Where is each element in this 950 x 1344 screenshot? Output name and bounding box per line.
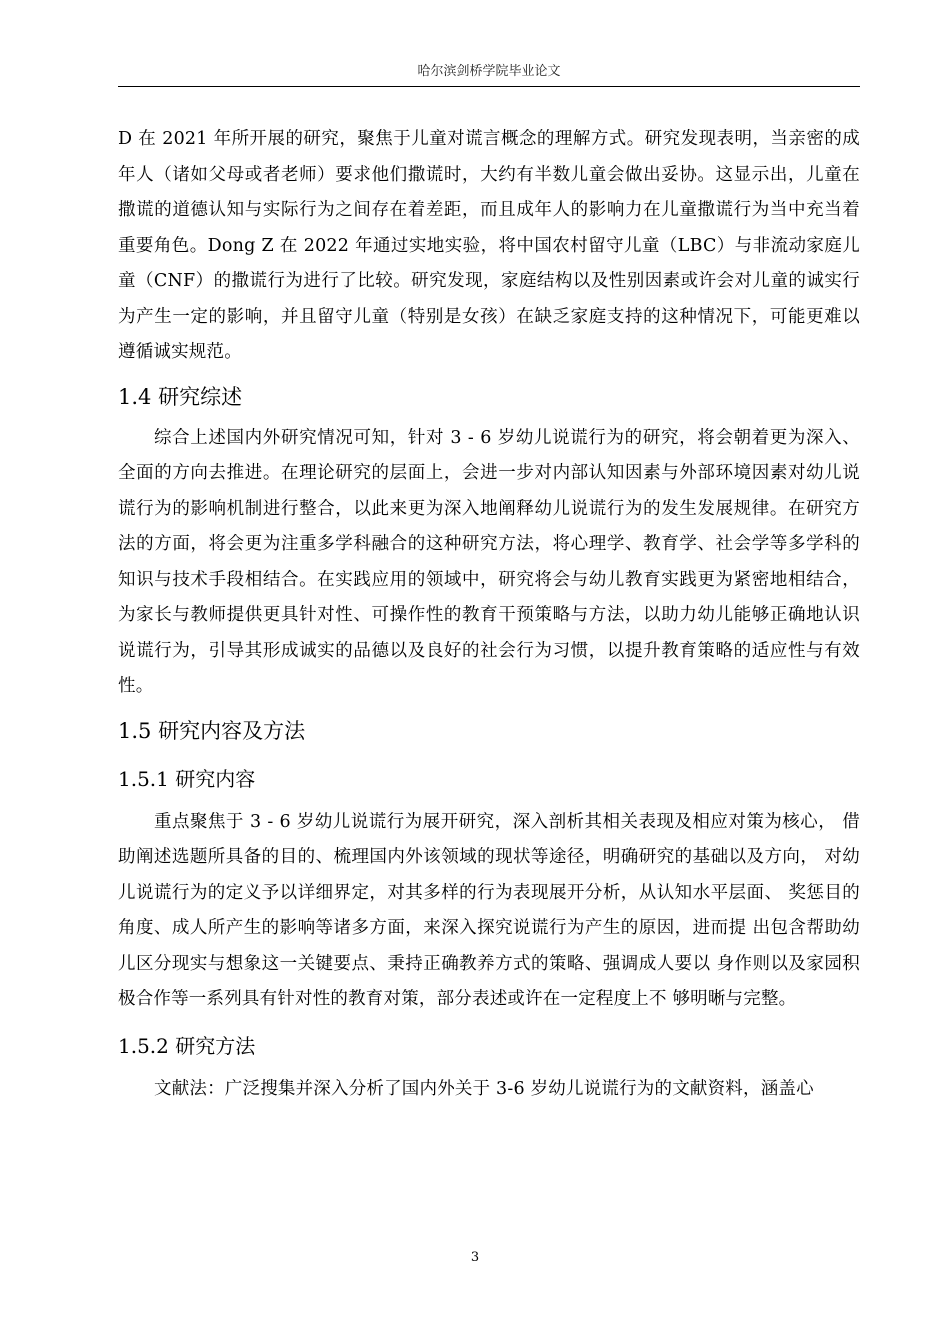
page-number: 3	[470, 1250, 480, 1265]
heading-1-4: 1.4 研究综述	[118, 384, 243, 409]
heading-1-5-2: 1.5.2 研究方法	[118, 1033, 256, 1058]
heading-1-5: 1.5 研究内容及方法	[118, 718, 306, 743]
header-rule	[118, 86, 860, 87]
paragraph-4: 文献法：广泛搜集并深入分析了国内外关于 3-6 岁幼儿说谎行为的文献资料，涵盖心	[154, 1078, 814, 1099]
page-header: 哈尔滨剑桥学院毕业论文	[417, 64, 561, 79]
paragraph-3: 重点聚焦于 3 - 6 岁幼儿说谎行为展开研究，深入剖析其相关表现及相应对策为核心， 借助阐述选题所具备的目的、梳理国内外该领域的现状等途径，明确研究的基础以及方向， 对幼儿说谎行为的定义予以详细界定，对其多样的行为表现展开分析，从认知水平层面、 奖惩目的角度、成人所产生的影响等诸多方面，来深入探究说谎行为产生的原因，进而提 出包含帮助幼儿区分现实与想象这一关键要点、秉持正确教养方式的策略、强调成人要以 身作则以及家园积极合作等一系列具有针对性的教育对策，部分表述或许在一定程度上不 够明晰与完整。	[118, 811, 860, 1009]
paragraph-2: 综合上述国内外研究情况可知，针对 3 - 6 岁幼儿说谎行为的研究，将会朝着更为深入、全面的方向去推进。在理论研究的层面上，会进一步对内部认知因素与外部环境因素对幼儿说谎行为的影响机制进行整合，以此来更为深入地阐释幼儿说谎行为的发生发展规律。在研究方法的方面，将会更为注重多学科融合的这种研究方法，将心理学、教育学、社会学等多学科的知识与技术手段相结合。在实践应用的领域中，研究将会与幼儿教育实践更为紧密地相结合，为家长与教师提供更具针对性、可操作性的教育干预策略与方法，以助力幼儿能够正确地认识说谎行为，引导其形成诚实的品德以及良好的社会行为习惯，以提升教育策略的适应性与有效性。	[118, 427, 860, 696]
page-body	[118, 122, 860, 1107]
heading-1-5-1: 1.5.1 研究内容	[118, 766, 256, 791]
paragraph-1: D 在 2021 年所开展的研究，聚焦于儿童对谎言概念的理解方式。研究发现表明，当亲密的成年人（诸如父母或者老师）要求他们撒谎时，大约有半数儿童会做出妥协。这显示出，儿童在撒谎的道德认知与实际行为之间存在着差距，而且成年人的影响力在儿童撒谎行为当中充当着重要角色。Dong Z 在 2022 年通过实地实验，将中国农村留守儿童（LBC）与非流动家庭儿童（CNF）的撒谎行为进行了比较。研究发现，家庭结构以及性别因素或许会对儿童的诚实行为产生一定的影响，并且留守儿童（特别是女孩）在缺乏家庭支持的这种情况下，可能更难以遵循诚实规范。	[118, 129, 860, 362]
